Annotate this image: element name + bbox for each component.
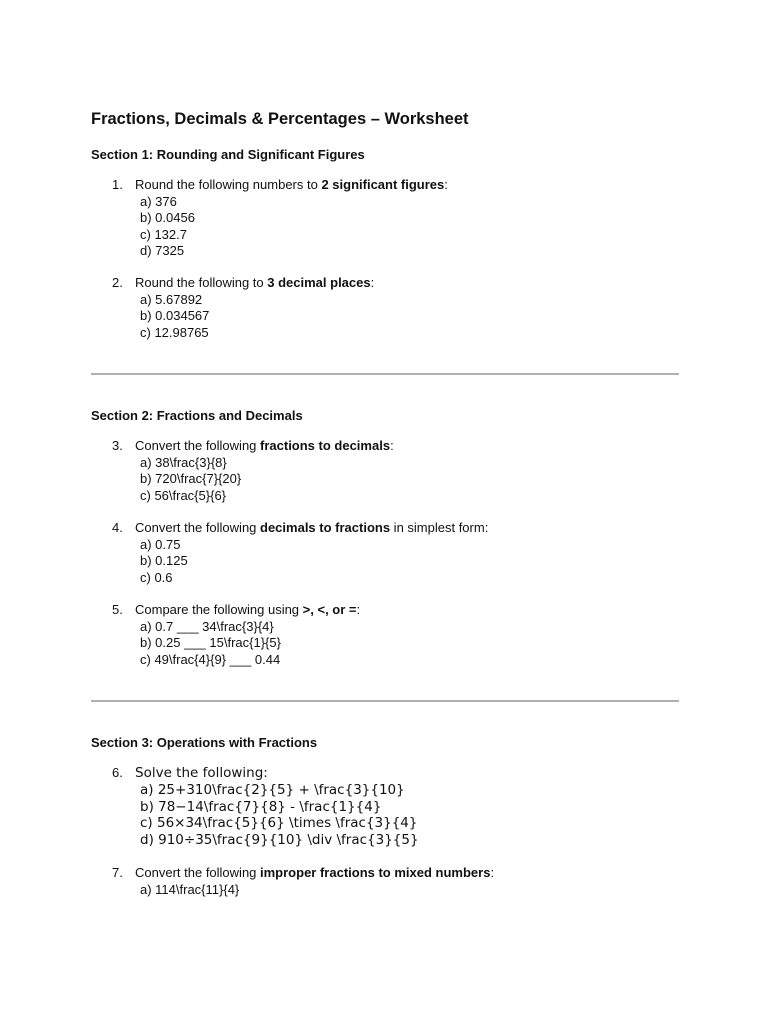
list-item: a) 38\frac{3}{8} [140, 454, 227, 470]
list-item: c) 132.7 [140, 226, 187, 242]
question-prompt: Solve the following: [135, 765, 268, 781]
question-number: 7. [112, 865, 123, 880]
list-item: a) 114\frac{11}{4} [140, 881, 240, 897]
list-item: b) 78−14\frac{7}{8} - \frac{1}{4} [140, 798, 382, 815]
list-item: c) 12.98765 [140, 324, 209, 340]
question-number: 6. [112, 765, 123, 780]
question-4 [91, 520, 679, 586]
question-6 [91, 765, 679, 849]
question-1 [91, 177, 679, 260]
question-2 [91, 275, 679, 341]
list-item: d) 910÷35\frac{9}{10} \div \frac{3}{5} [140, 832, 419, 849]
section-divider [91, 700, 679, 702]
section-title-2: Section 2: Fractions and Decimals [91, 408, 303, 423]
list-item: b) 0.0456 [140, 210, 195, 225]
list-item: c) 56\frac{5}{6} [140, 487, 227, 503]
section-title-3: Section 3: Operations with Fractions [91, 735, 318, 750]
list-item: c) 56×34\frac{5}{6} \times \frac{3}{4} [140, 815, 418, 832]
question-prompt: Convert the following fractions to decimals: [135, 438, 394, 453]
question-number: 3. [112, 438, 123, 453]
list-item: a) 0.75 [140, 536, 181, 552]
question-number: 2. [112, 275, 123, 290]
question-prompt: Convert the following decimals to fractions in simplest form: [135, 520, 489, 535]
question-5 [91, 602, 679, 668]
section-divider [91, 373, 679, 375]
question-3 [91, 438, 679, 504]
question-number: 1. [112, 177, 123, 192]
list-item: b) 720\frac{7}{20} [140, 471, 242, 486]
section-title-1: Section 1: Rounding and Significant Figures [91, 147, 365, 162]
question-number: 4. [112, 520, 123, 535]
list-item: b) 0.25 ___ 15\frac{1}{5} [140, 635, 281, 650]
list-item: a) 25+310\frac{2}{5} + \frac{3}{10} [140, 781, 405, 798]
list-item: d) 7325 [140, 243, 185, 258]
question-prompt: Round the following to 3 decimal places: [135, 275, 375, 290]
list-item: a) 0.7 ___ 34\frac{3}{4} [140, 618, 274, 634]
list-item: b) 0.034567 [140, 308, 210, 323]
list-item: a) 376 [140, 193, 177, 209]
list-item: a) 5.67892 [140, 291, 203, 307]
list-item: c) 0.6 [140, 569, 173, 585]
list-item: c) 49\frac{4}{9} ___ 0.44 [140, 651, 281, 667]
question-prompt: Round the following numbers to 2 significant figures: [135, 177, 448, 192]
list-item: b) 0.125 [140, 553, 188, 568]
question-7 [91, 865, 679, 898]
page-title: Fractions, Decimals & Percentages – Worksheet [91, 110, 469, 128]
question-prompt: Convert the following improper fractions to mixed numbers: [135, 865, 495, 880]
question-number: 5. [112, 602, 123, 617]
question-prompt: Compare the following using >, <, or =: [135, 602, 361, 617]
